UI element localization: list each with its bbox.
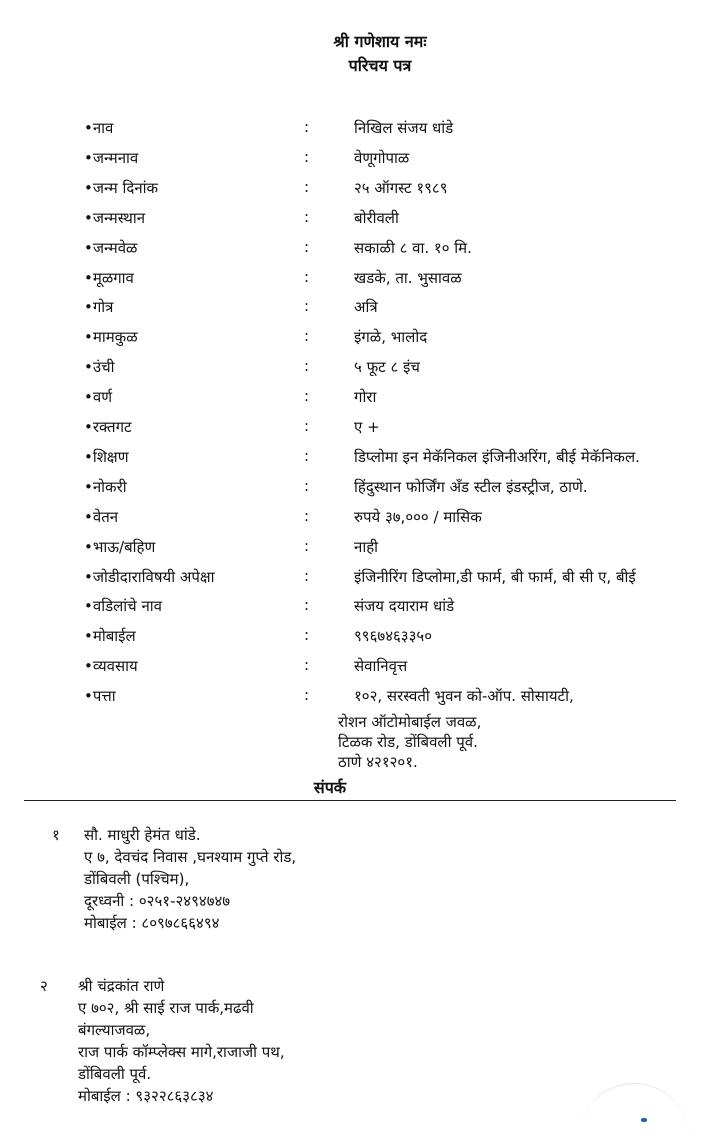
field-row	[0, 327, 719, 357]
field-value: सेवानिवृत्त	[354, 657, 408, 676]
field-label: •शिक्षण	[84, 447, 129, 466]
field-separator: :	[304, 118, 310, 136]
address-line: रोशन ऑटोमोबाईल जवळ,	[338, 713, 482, 731]
field-separator: :	[304, 207, 310, 226]
field-label: •नाव	[84, 119, 114, 137]
field-separator: :	[304, 536, 310, 555]
field-label: •मोबाईल	[84, 627, 136, 646]
field-separator: :	[304, 267, 310, 286]
field-label: •जन्म दिनांक	[84, 178, 159, 197]
field-separator: :	[304, 476, 310, 495]
field-row	[0, 656, 719, 686]
contact-line: मोबाईल : ९३२२८६३८३४	[78, 1087, 214, 1105]
field-value: बोरीवली	[354, 208, 399, 227]
field-value: अत्रि	[354, 298, 378, 317]
field-value: हिंदुस्थान फोर्जिंग अँड स्टील इंडस्ट्रीज, ठाणे.	[354, 477, 588, 496]
contact-line: बंगल्याजवळ,	[78, 1021, 151, 1039]
corner-mark-icon	[641, 1118, 647, 1122]
field-label: •पत्ता	[84, 687, 116, 706]
field-row	[0, 268, 719, 298]
field-value: वेणूगोपाळ	[354, 148, 410, 167]
field-separator: :	[304, 147, 310, 166]
field-separator: :	[304, 237, 310, 256]
field-label: •वडिलांचे नाव	[84, 597, 162, 616]
field-value: १०२, सरस्वती भुवन को-ऑप. सोसायटी,	[354, 687, 574, 706]
corner-decoration	[579, 1083, 689, 1144]
field-separator: :	[304, 596, 310, 615]
field-separator: :	[304, 686, 310, 705]
field-label: •भाऊ/बहिण	[84, 537, 156, 556]
field-label: •जोडीदाराविषयी अपेक्षा	[84, 567, 215, 586]
field-separator: :	[304, 177, 310, 196]
field-label: •गोत्र	[84, 298, 114, 317]
field-value: डिप्लोमा इन मेकॅनिकल इंजिनीअरिंग, बीई मेकॅनिकल.	[354, 447, 640, 466]
section-divider	[24, 800, 676, 801]
field-value: इंगळे, भालोद	[354, 328, 428, 347]
field-value: ९९६७४६३३५०	[354, 627, 433, 646]
field-value: सकाळी ८ वा. १० मि.	[354, 238, 472, 257]
field-value: ५ फूट ८ इंच	[354, 358, 420, 377]
field-label: •नोकरी	[84, 477, 127, 496]
field-value: गोरा	[354, 388, 377, 407]
field-separator: :	[304, 566, 310, 585]
contact-line: डोंबिवली (पश्चिम),	[84, 870, 190, 888]
field-row	[0, 417, 719, 447]
field-row	[0, 357, 719, 387]
invocation-heading: श्री गणेशाय नमः	[333, 32, 427, 51]
field-row	[0, 567, 719, 597]
address-line: टिळक रोड, डोंबिवली पूर्व.	[338, 733, 478, 751]
field-separator: :	[304, 357, 310, 376]
field-separator: :	[304, 506, 310, 525]
field-row	[0, 297, 719, 327]
field-value: २५ ऑगस्ट १९८९	[354, 178, 448, 197]
field-label: •जन्मस्थान	[84, 208, 146, 227]
field-label: •जन्मनाव	[84, 148, 139, 167]
contact-number: २	[40, 977, 48, 995]
field-value: निखिल संजय धांडे	[354, 119, 454, 137]
field-row	[0, 208, 719, 238]
field-separator: :	[304, 626, 310, 645]
field-value: नाही	[354, 537, 379, 556]
field-value: खडके, ता. भुसावळ	[354, 268, 462, 287]
field-label: •जन्मवेळ	[84, 238, 138, 257]
contacts-heading: संपर्क	[313, 778, 347, 797]
field-row	[0, 537, 719, 567]
contact-line: डोंबिवली पूर्व.	[78, 1065, 152, 1083]
field-label: •वर्ण	[84, 388, 113, 407]
field-row	[0, 447, 719, 477]
field-value: ए +	[354, 418, 380, 436]
contact-line: मोबाईल : ८०९७८६६४९४	[84, 914, 220, 932]
field-value: संजय दयाराम धांडे	[354, 597, 455, 616]
contact-line: ए ७०२, श्री साई राज पार्क,मढवी	[78, 999, 254, 1017]
field-value: इंजिनीरिंग डिप्लोमा,डी फार्म, बी फार्म, बी सी ए, बीई	[354, 567, 636, 586]
field-row	[0, 118, 719, 148]
field-row	[0, 626, 719, 656]
field-row	[0, 238, 719, 268]
field-row	[0, 596, 719, 626]
address-line: ठाणे ४२१२०१.	[338, 753, 418, 771]
contact-line: दूरध्वनी : ०२५१-२४९४७४७	[84, 892, 231, 910]
contact-line: सौ. माधुरी हेमंत धांडे.	[84, 826, 201, 844]
field-row	[0, 148, 719, 178]
field-label: •वेतन	[84, 507, 119, 526]
contact-line: राज पार्क कॉम्प्लेक्स मागे,राजाजी पथ,	[78, 1043, 285, 1061]
contact-number: १	[52, 826, 60, 844]
field-separator: :	[304, 297, 310, 316]
field-label: •व्यवसाय	[84, 657, 138, 676]
field-row	[0, 507, 719, 537]
field-separator: :	[304, 656, 310, 675]
field-separator: :	[304, 446, 310, 465]
document-title: परिचय पत्र	[348, 56, 412, 75]
contact-line: श्री चंद्रकांत राणे	[78, 977, 165, 995]
field-separator: :	[304, 387, 310, 406]
field-label: •मामकुळ	[84, 328, 138, 347]
field-label: •मूळगाव	[84, 268, 134, 287]
field-value: रुपये ३७,००० / मासिक	[354, 507, 482, 526]
field-label: •उंची	[84, 358, 115, 377]
field-row	[0, 477, 719, 507]
field-row	[0, 178, 719, 208]
field-separator: :	[304, 327, 310, 346]
field-row	[0, 387, 719, 417]
field-separator: :	[304, 417, 310, 435]
contact-line: ए ७, देवचंद निवास ,घनश्याम गुप्ते रोड,	[84, 848, 297, 866]
field-label: •रक्तगट	[84, 418, 132, 436]
